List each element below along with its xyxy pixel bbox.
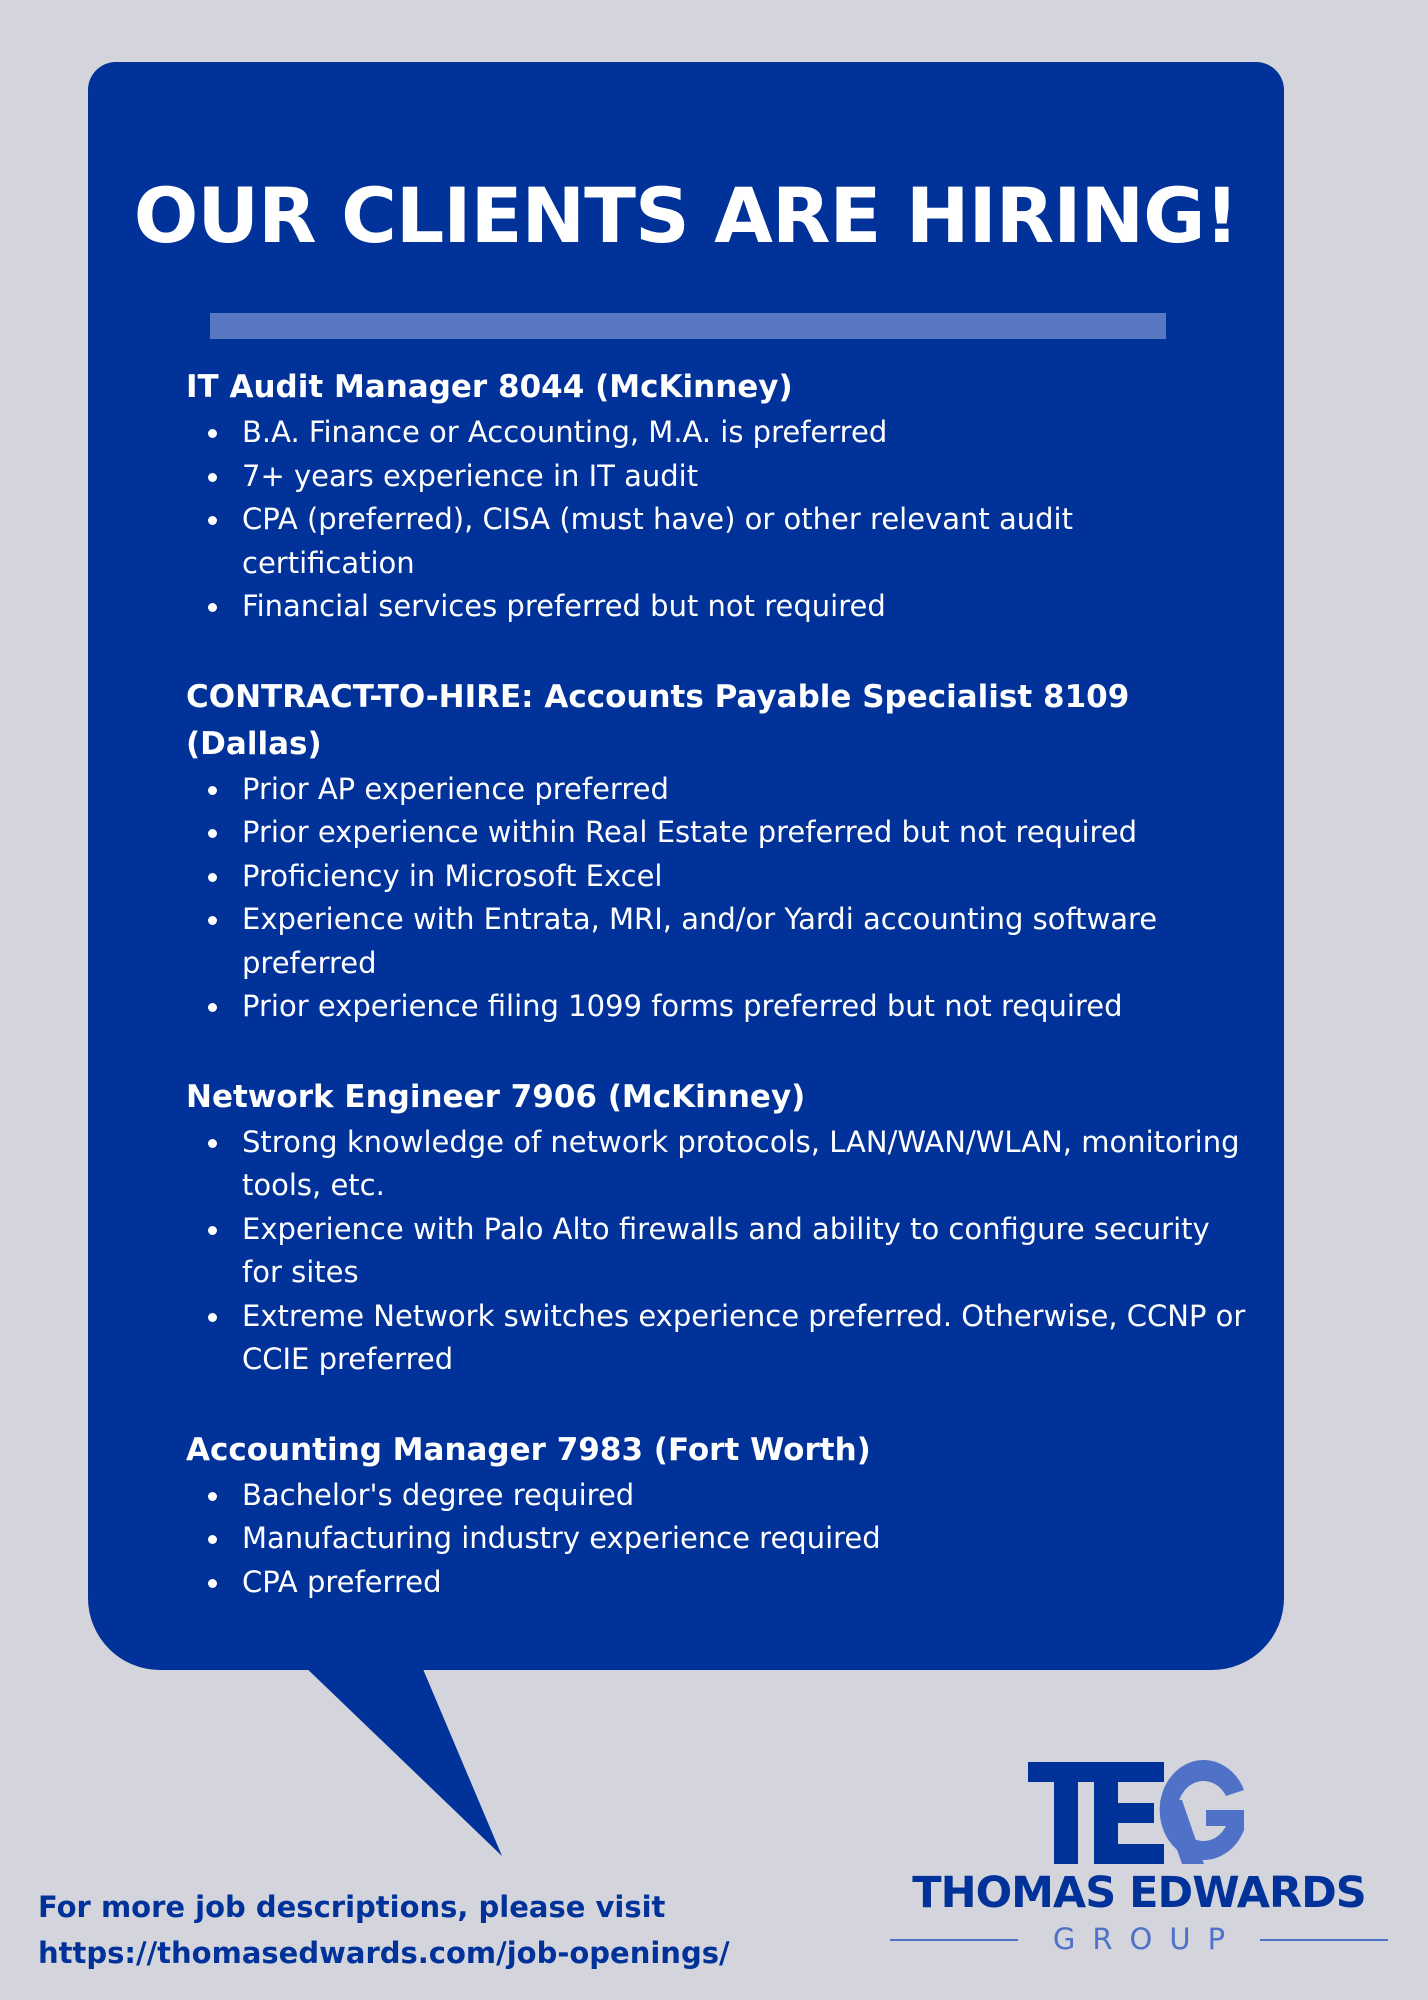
job-item — [186, 364, 1246, 629]
teg-logo-mark — [1026, 1760, 1252, 1866]
job-listings — [186, 364, 1246, 1604]
job-title: Accounting Manager 7983 (Fort Worth) — [186, 1431, 871, 1468]
job-item — [186, 1074, 1246, 1382]
job-requirement: CPA (preferred), CISA (must have) or other relevant audit certification — [186, 498, 1246, 585]
job-requirements — [186, 768, 1246, 1029]
job-title: Network Engineer 7906 (McKinney) — [186, 1078, 806, 1115]
footer-call-to-action — [38, 1884, 730, 1976]
job-item — [186, 1427, 1246, 1605]
logo-rule — [890, 1939, 1018, 1941]
job-requirement: CPA preferred — [186, 1561, 1246, 1605]
company-group: GROUP — [1052, 1922, 1243, 1956]
job-requirements — [186, 1121, 1246, 1382]
job-requirement: B.A. Finance or Accounting, M.A. is preferred — [186, 411, 1246, 455]
job-requirements — [186, 411, 1246, 629]
job-requirement: Proficiency in Microsoft Excel — [186, 855, 1246, 899]
job-requirement: Bachelor's degree required — [186, 1474, 1246, 1518]
logo-rule — [1260, 1939, 1388, 1941]
job-title: CONTRACT-TO-HIRE: Accounts Payable Specialist 8109 (Dallas) — [186, 678, 1130, 762]
job-requirement: Prior experience within Real Estate preferred but not required — [186, 811, 1246, 855]
job-requirement: Extreme Network switches experience preferred. Otherwise, CCNP or CCIE preferred — [186, 1295, 1246, 1382]
job-openings-link[interactable]: https://thomasedwards.com/job-openings/ — [38, 1936, 730, 1970]
job-requirement: Financial services preferred but not required — [186, 585, 1246, 629]
company-logo — [884, 1756, 1394, 1956]
company-name: THOMAS EDWARDS — [912, 1868, 1366, 1918]
page-title: OUR CLIENTS ARE HIRING! — [133, 171, 1239, 260]
job-title: IT Audit Manager 8044 (McKinney) — [186, 369, 793, 405]
job-requirement: 7+ years experience in IT audit — [186, 455, 1246, 499]
job-item — [186, 674, 1246, 1029]
company-group-row — [884, 1922, 1394, 1956]
footer-text: For more job descriptions, please visit — [38, 1890, 666, 1924]
job-requirements — [186, 1474, 1246, 1605]
job-requirement: Experience with Palo Alto firewalls and ability to configure security for sites — [186, 1208, 1246, 1295]
job-requirement: Strong knowledge of network protocols, LAN/WAN/WLAN, monitoring tools, etc. — [186, 1121, 1246, 1208]
job-requirement: Prior experience filing 1099 forms preferred but not required — [186, 985, 1246, 1029]
job-requirement: Manufacturing industry experience required — [186, 1517, 1246, 1561]
job-requirement: Prior AP experience preferred — [186, 768, 1246, 812]
job-requirement: Experience with Entrata, MRI, and/or Yardi accounting software preferred — [186, 898, 1246, 985]
title-divider — [210, 313, 1166, 339]
